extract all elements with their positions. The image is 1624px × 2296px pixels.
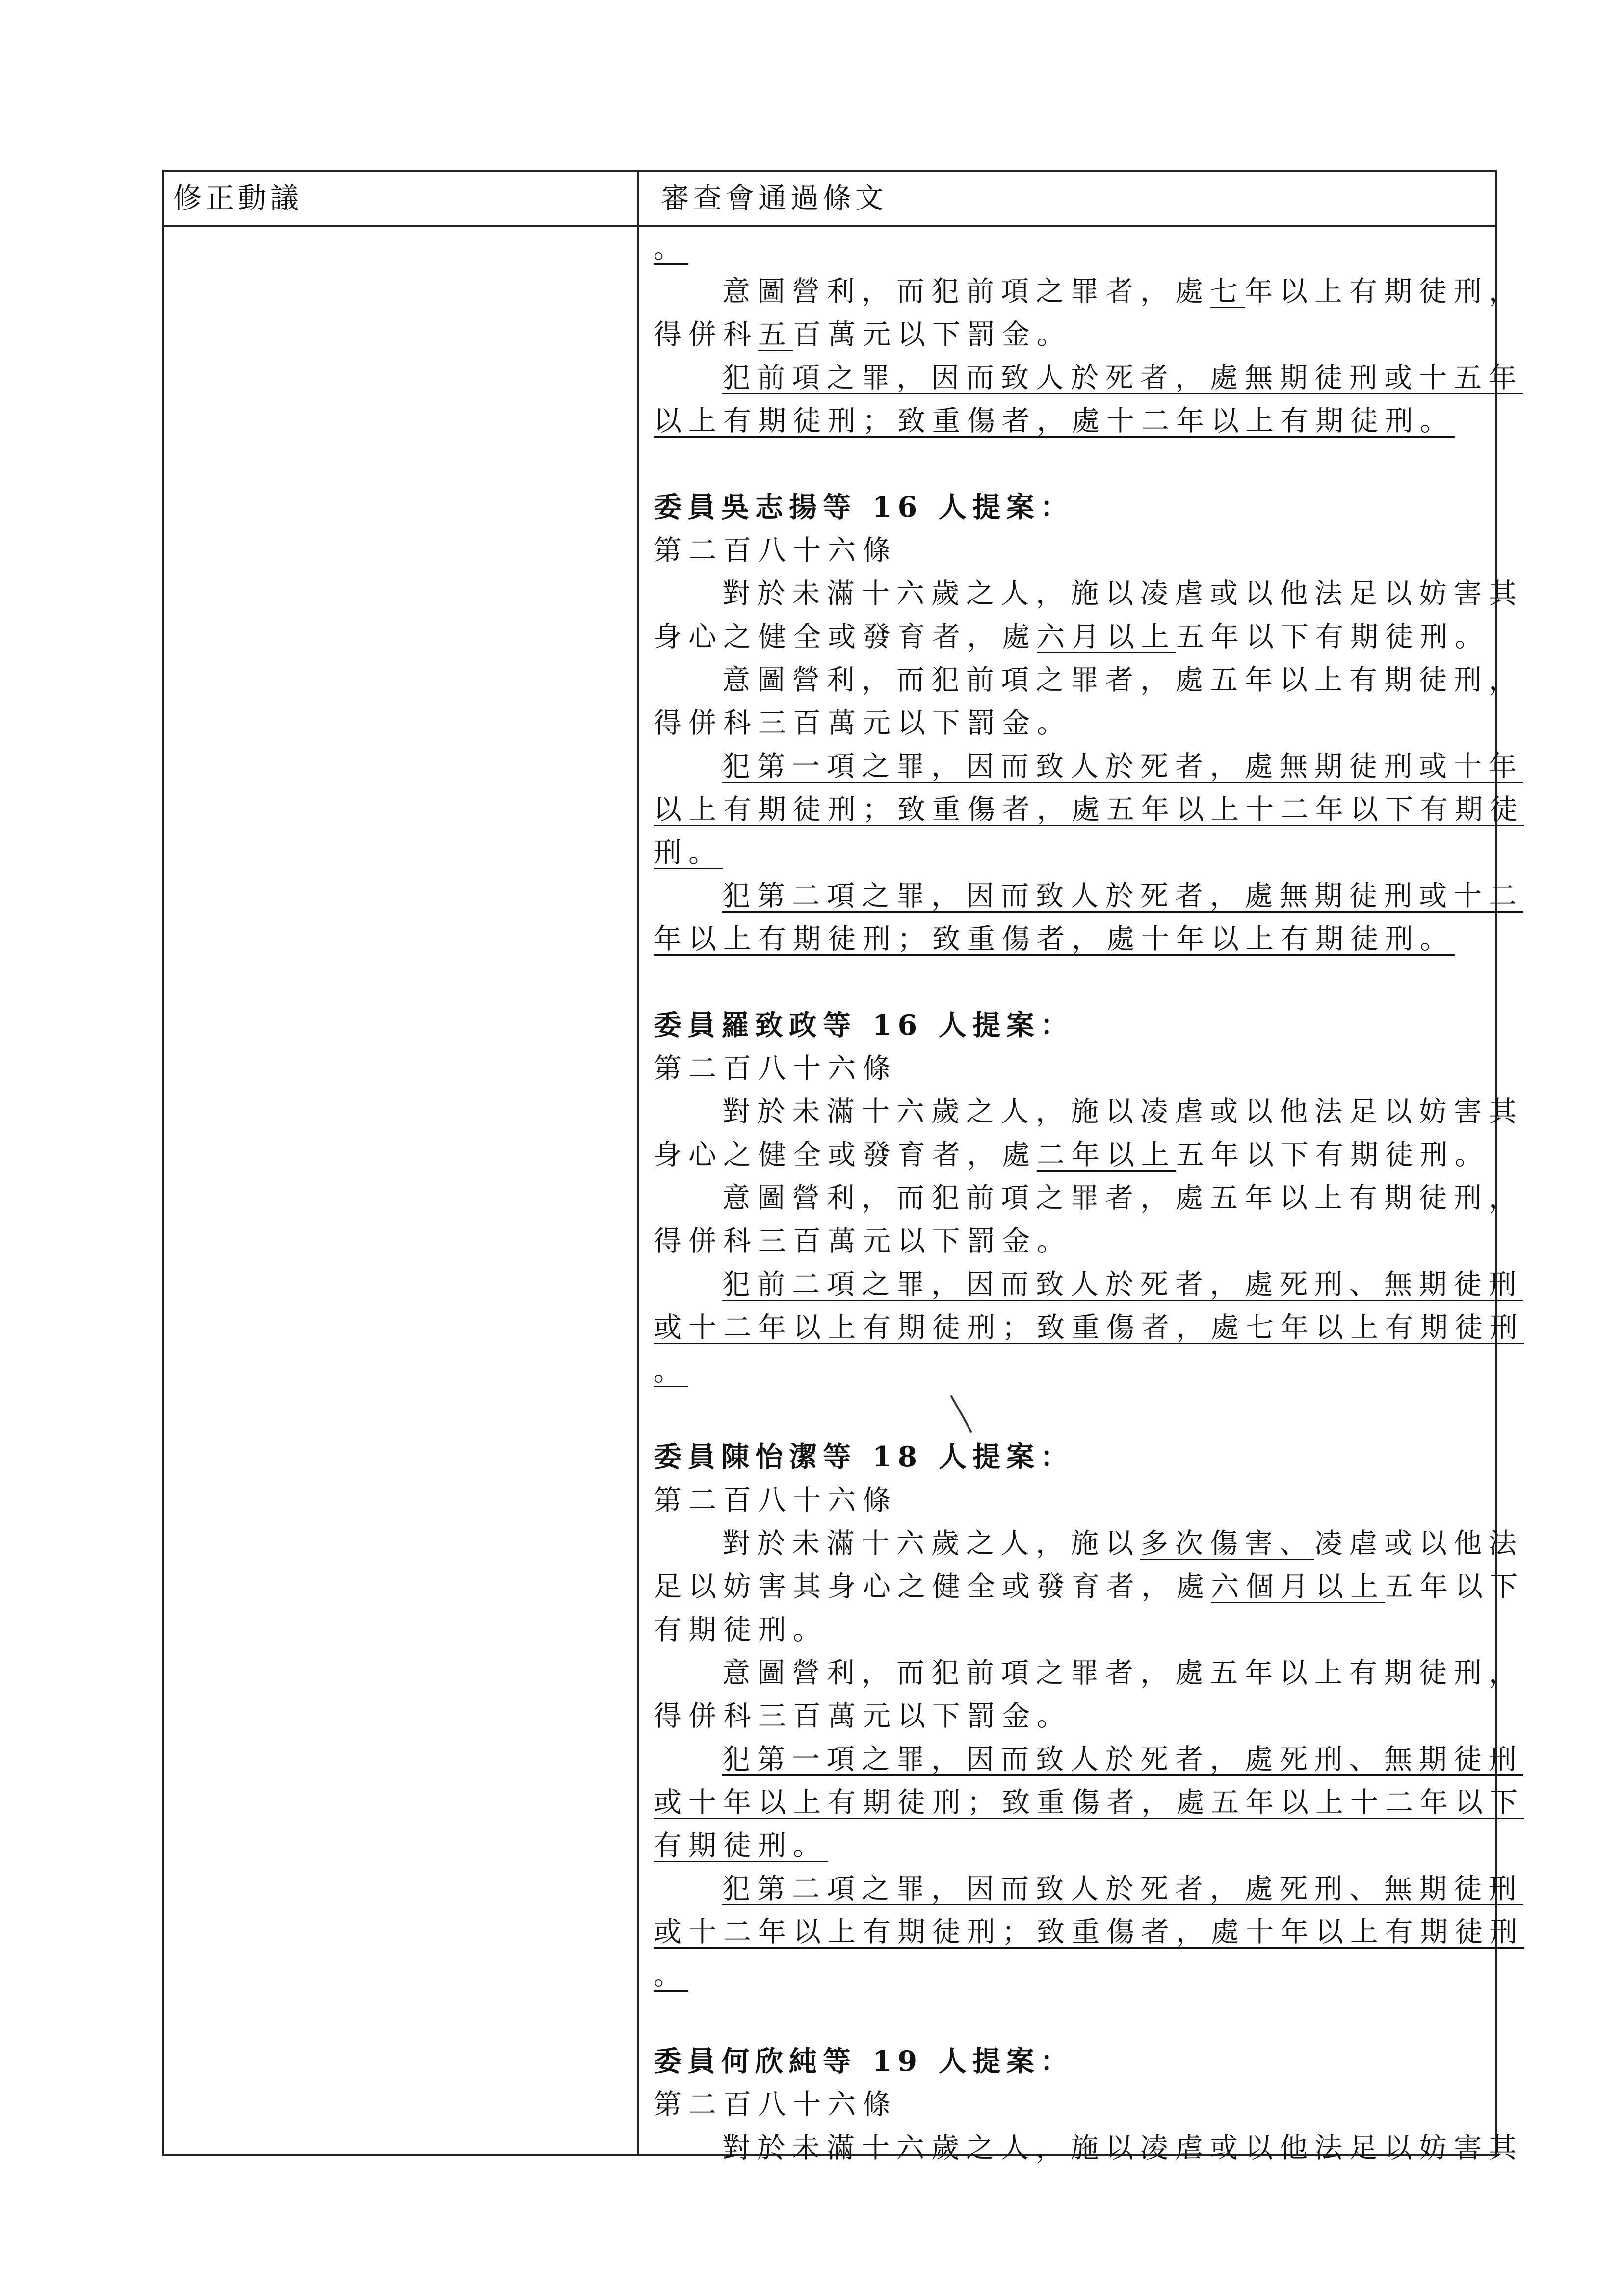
underlined-text: 。: [654, 1355, 688, 1387]
paragraph-line-indented: [654, 745, 1523, 788]
text-segment: 委員何欣純等 19 人提案：: [654, 2045, 1074, 2078]
underlined-text: 六月以上: [1037, 621, 1176, 653]
paragraph-line-indented: [654, 270, 1523, 313]
text-segment: 得併科三百萬元以下罰金。: [654, 1225, 1072, 1257]
text-segment: 第二百八十六條: [654, 1484, 897, 1516]
paragraph-line-indented: [654, 356, 1523, 399]
paragraph-line-indented: [654, 874, 1523, 917]
paragraph-line: [654, 2083, 1482, 2126]
paragraph-line: [654, 702, 1482, 745]
text-segment: 第二百八十六條: [654, 2088, 897, 2121]
underlined-text: 犯第二項之罪，因而致人於死者，處死刑、無期徒刑: [722, 1873, 1523, 1905]
paragraph-line-indented: [654, 1651, 1523, 1695]
paragraph-line-indented: [654, 572, 1523, 615]
paragraph-line-indented: [654, 1090, 1523, 1133]
paragraph-line: [654, 529, 1482, 572]
text-segment: 意圖營利，而犯前項之罪者，處五年以上有期徒刑，: [722, 1182, 1523, 1214]
underlined-text: 犯前二項之罪，因而致人於死者，處死刑、無期徒刑: [722, 1268, 1523, 1301]
text-segment: 百萬元以下罰金。: [793, 318, 1072, 351]
underlined-text: 。: [654, 1959, 688, 1991]
text-segment: 意圖營利，而犯前項之罪者，處: [722, 275, 1210, 308]
paragraph-line: [654, 1954, 1482, 1997]
proposal-heading: [654, 2040, 1482, 2083]
text-segment: 委員陳怡潔等 18 人提案：: [654, 1440, 1074, 1473]
underlined-text: 年以上有期徒刑；致重傷者，處十年以上有期徒刑。: [654, 923, 1455, 955]
underlined-text: 犯前項之罪，因而致人於死者，處無期徒刑或十五年: [722, 362, 1523, 394]
paragraph-line: [654, 1565, 1524, 1608]
underlined-text: 多次傷害、: [1140, 1527, 1314, 1560]
underlined-text: 或十二年以上有期徒刑；致重傷者，處十年以上有期徒刑: [654, 1916, 1524, 1948]
text-segment: 對於未滿十六歲之人，施以凌虐或以他法足以妨害其: [722, 577, 1523, 610]
paragraph-line: [654, 1220, 1482, 1263]
underlined-text: 刑。: [654, 836, 723, 869]
text-segment: 有期徒刑。: [654, 1614, 828, 1646]
text-segment: 得併科三百萬元以下罰金。: [654, 1700, 1072, 1732]
paragraph-line-indented: [654, 1263, 1523, 1306]
text-segment: 年以上有期徒刑，: [1245, 275, 1523, 308]
underlined-text: 五: [758, 318, 793, 351]
text-segment: 五年以下: [1385, 1570, 1524, 1603]
text-segment: 凌虐或以他法: [1314, 1527, 1523, 1560]
text-segment: 對於未滿十六歲之人，施以凌虐或以他法足以妨害其: [722, 1096, 1523, 1128]
text-segment: 五年以下有期徒刑。: [1176, 1139, 1490, 1171]
comparison-table: [162, 170, 1524, 2164]
paragraph-line-indented: [654, 1867, 1523, 1910]
paragraph-line: [654, 1349, 1482, 1392]
underlined-text: 以上有期徒刑；致重傷者，處五年以上十二年以下有期徒: [654, 793, 1524, 826]
paragraph-line: [654, 831, 1482, 874]
underlined-text: 二年以上: [1037, 1139, 1176, 1171]
paragraph-line-indented: [654, 1738, 1523, 1781]
paragraph-line: [654, 1824, 1482, 1867]
paragraph-line: [654, 227, 1482, 270]
underlined-text: 或十二年以上有期徒刑；致重傷者，處七年以上有期徒刑: [654, 1311, 1524, 1344]
paragraph-line: [654, 313, 1482, 356]
paragraph-line-indented: [654, 1522, 1523, 1565]
pen-stroke-mark: [949, 1394, 974, 1434]
paragraph-line: [654, 917, 1482, 961]
underlined-text: 犯第一項之罪，因而致人於死者，處死刑、無期徒刑: [722, 1743, 1523, 1775]
text-segment: 意圖營利，而犯前項之罪者，處五年以上有期徒刑，: [722, 1657, 1523, 1689]
paragraph-line: [654, 1133, 1490, 1176]
underlined-text: 有期徒刑。: [654, 1829, 828, 1862]
paragraph-line: [654, 399, 1482, 443]
text-segment: 五年以下有期徒刑。: [1176, 621, 1490, 653]
underlined-text: 犯第一項之罪，因而致人於死者，處無期徒刑或十年: [722, 750, 1523, 783]
paragraph-line: [654, 1608, 1482, 1651]
text-segment: 身心之健全或發育者，處: [654, 621, 1037, 653]
blank-line: [654, 1997, 1482, 2040]
text-segment: 對於未滿十六歲之人，施以: [722, 1527, 1140, 1560]
underlined-text: 。: [654, 232, 688, 264]
paragraph-line: [654, 1910, 1524, 1954]
header-committee-approved-text: 審查會通過條文: [661, 182, 888, 215]
text-segment: 足以妨害其身心之健全或發育者，處: [654, 1570, 1211, 1603]
text-segment: 第二百八十六條: [654, 534, 897, 567]
proposal-heading: [654, 1004, 1482, 1047]
text-segment: 身心之健全或發育者，處: [654, 1139, 1037, 1171]
paragraph-line: [654, 1047, 1482, 1090]
proposal-heading: [654, 1435, 1482, 1479]
text-segment: 委員羅致政等 16 人提案：: [654, 1009, 1074, 1042]
underlined-text: 犯第二項之罪，因而致人於死者，處無期徒刑或十二: [722, 880, 1523, 912]
underlined-text: 或十年以上有期徒刑；致重傷者，處五年以上十二年以下: [654, 1786, 1524, 1819]
underlined-text: 七: [1210, 275, 1245, 308]
text-segment: 對於未滿十六歲之人，施以凌虐或以他法足以妨害其: [722, 2132, 1523, 2164]
committee-text-cell: [639, 227, 1524, 2169]
paragraph-line: [654, 788, 1524, 831]
text-segment: 得併科: [654, 318, 758, 351]
proposal-heading: [654, 486, 1482, 529]
paragraph-line-indented: [654, 1176, 1523, 1220]
table-header-row: [164, 172, 1495, 227]
underlined-text: 以上有期徒刑；致重傷者，處十二年以上有期徒刑。: [654, 405, 1455, 437]
text-segment: 意圖營利，而犯前項之罪者，處五年以上有期徒刑，: [722, 664, 1523, 696]
paragraph-line-indented: [654, 658, 1523, 702]
underlined-text: 六個月以上: [1211, 1570, 1385, 1603]
blank-line: [654, 961, 1482, 1004]
text-segment: 委員吳志揚等 16 人提案：: [654, 491, 1074, 523]
paragraph-line: [654, 1695, 1482, 1738]
paragraph-line: [654, 1306, 1524, 1349]
paragraph-line: [654, 1781, 1524, 1824]
header-amendment-motion: 修正動議: [173, 182, 303, 215]
text-segment: 第二百八十六條: [654, 1052, 897, 1085]
text-segment: 得併科三百萬元以下罰金。: [654, 707, 1072, 739]
paragraph-line: [654, 1479, 1482, 1522]
blank-line: [654, 1392, 1482, 1435]
paragraph-line: [654, 615, 1490, 658]
paragraph-line-indented: [654, 2126, 1523, 2169]
blank-line: [654, 443, 1482, 486]
